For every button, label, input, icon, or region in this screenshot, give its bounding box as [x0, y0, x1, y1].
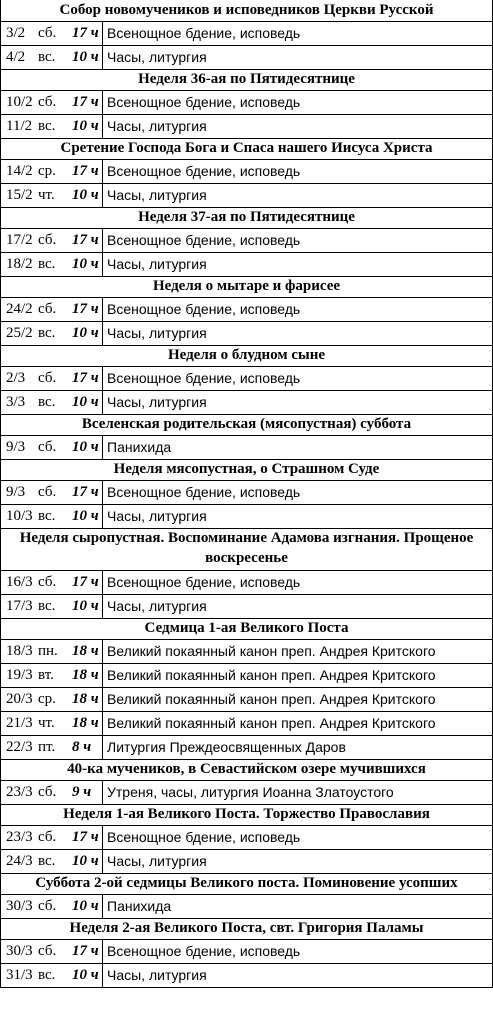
section-title: Неделя о блудном сыне	[167, 347, 326, 363]
date-cell	[6, 480, 99, 504]
weekday: сб.	[38, 369, 57, 386]
section-title: Сретение Господа Бога и Спаса нашего Иисуса Христа	[60, 140, 433, 156]
service-cell: Всенощное бдение, исповедь	[107, 943, 301, 959]
date: 19/3	[6, 666, 33, 683]
date-cell	[6, 321, 99, 345]
date-cell	[6, 366, 99, 390]
time: 17 ч	[72, 573, 99, 590]
divider	[0, 873, 493, 874]
time: 18 ч	[72, 690, 99, 707]
schedule-row	[0, 228, 493, 252]
weekday: ср.	[38, 690, 56, 707]
date: 21/3	[6, 714, 33, 731]
schedule-row	[0, 504, 493, 528]
service-cell: Великий покаянный канон преп. Андрея Критского	[107, 715, 436, 731]
date: 9/3	[6, 438, 26, 455]
column-divider	[102, 939, 103, 987]
service-cell: Часы, литургия	[107, 325, 207, 341]
weekday: вт.	[38, 666, 54, 683]
weekday: вс.	[38, 48, 56, 65]
date: 24/3	[6, 852, 33, 869]
time: 17 ч	[72, 300, 99, 317]
date-cell	[6, 849, 99, 873]
service-cell: Часы, литургия	[107, 49, 207, 65]
table-border	[0, 0, 1, 987]
schedule-row	[0, 390, 493, 414]
time: 10 ч	[72, 852, 99, 869]
weekday: вс.	[38, 852, 56, 869]
date-cell	[6, 825, 99, 849]
service-cell: Часы, литургия	[107, 118, 207, 134]
time: 18 ч	[72, 642, 99, 659]
column-divider	[102, 435, 103, 459]
column-divider	[102, 570, 103, 618]
divider	[0, 276, 493, 277]
section-title: Вселенская родительская (мясопустная) суббота	[81, 416, 412, 432]
date-cell	[6, 435, 99, 459]
service-cell: Утреня, часы, литургия Иоанна Златоустого	[107, 784, 394, 800]
date: 14/2	[6, 162, 33, 179]
weekday: сб.	[38, 24, 57, 41]
schedule-row	[0, 780, 493, 804]
schedule-row	[0, 825, 493, 849]
section-title: Седмица 1-ая Великого Поста	[144, 620, 349, 636]
weekday: сб.	[38, 573, 57, 590]
divider	[0, 459, 493, 460]
date: 9/3	[6, 483, 26, 500]
date-cell	[6, 780, 91, 804]
time: 18 ч	[72, 714, 99, 731]
weekday: сб.	[38, 897, 57, 914]
date: 4/2	[6, 48, 26, 65]
time: 10 ч	[72, 966, 99, 983]
section-title: Неделя сыропустная. Воспоминание Адамова изгнания. Прощеное воскресенье	[19, 530, 474, 566]
service-cell: Часы, литургия	[107, 394, 207, 410]
divider	[0, 804, 493, 805]
date-cell	[6, 252, 99, 276]
date-cell	[6, 594, 99, 618]
weekday: вс.	[38, 324, 56, 341]
weekday: пт.	[38, 738, 56, 755]
date-cell	[6, 21, 99, 45]
service-cell: Панихида	[107, 898, 172, 914]
section-title: Неделя 36-ая по Пятидесятнице	[138, 71, 355, 87]
service-cell: Всенощное бдение, исповедь	[107, 94, 301, 110]
date: 30/3	[6, 942, 33, 959]
weekday: сб.	[38, 93, 57, 110]
schedule-row	[0, 735, 493, 759]
column-divider	[102, 894, 103, 918]
service-cell: Всенощное бдение, исповедь	[107, 370, 301, 386]
time: 9 ч	[72, 783, 92, 800]
schedule-row	[0, 939, 493, 963]
schedule-row	[0, 159, 493, 183]
date-cell	[6, 687, 99, 711]
section-title: Неделя о мытаре и фарисее	[152, 278, 341, 294]
schedule-row	[0, 639, 493, 663]
divider	[0, 138, 493, 139]
date: 2/3	[6, 369, 26, 386]
service-cell: Всенощное бдение, исповедь	[107, 301, 301, 317]
time: 17 ч	[72, 162, 99, 179]
column-divider	[102, 639, 103, 759]
date-cell	[6, 90, 99, 114]
time: 10 ч	[72, 255, 99, 272]
schedule-row	[0, 321, 493, 345]
date-cell	[6, 639, 99, 663]
date-cell	[6, 663, 99, 687]
weekday: сб.	[38, 300, 57, 317]
time: 18 ч	[72, 666, 99, 683]
weekday: сб.	[38, 942, 57, 959]
section-title: Неделя мясопустная, о Страшном Суде	[113, 461, 380, 477]
weekday: вс.	[38, 117, 56, 134]
time: 10 ч	[72, 897, 99, 914]
schedule-row	[0, 480, 493, 504]
schedule-row	[0, 963, 493, 987]
date-cell	[6, 297, 99, 321]
column-divider	[102, 297, 103, 345]
date: 18/2	[6, 255, 33, 272]
section-title: Неделя 1-ая Великого Поста. Торжество Православия	[63, 806, 430, 822]
time: 10 ч	[72, 324, 99, 341]
schedule-row	[0, 711, 493, 735]
service-cell: Всенощное бдение, исповедь	[107, 484, 301, 500]
schedule-row	[0, 114, 493, 138]
date-cell	[6, 711, 99, 735]
service-cell: Часы, литургия	[107, 967, 207, 983]
time: 8 ч	[72, 738, 92, 755]
column-divider	[102, 21, 103, 69]
time: 17 ч	[72, 231, 99, 248]
weekday: сб.	[38, 231, 57, 248]
section-title: Собор новомучеников и исповедников Церкви Русской	[59, 2, 434, 18]
schedule-row	[0, 594, 493, 618]
weekday: ср.	[38, 162, 56, 179]
service-cell: Часы, литургия	[107, 598, 207, 614]
date: 16/3	[6, 573, 33, 590]
date-cell	[6, 570, 99, 594]
time: 17 ч	[72, 828, 99, 845]
divider	[0, 414, 493, 415]
section-title: Неделя 37-ая по Пятидесятнице	[138, 209, 355, 225]
schedule-row	[0, 183, 493, 207]
date: 17/2	[6, 231, 33, 248]
divider	[0, 987, 493, 988]
date: 3/3	[6, 393, 26, 410]
date: 17/3	[6, 597, 33, 614]
weekday: вс.	[38, 597, 56, 614]
column-divider	[102, 780, 103, 804]
time: 10 ч	[72, 186, 99, 203]
divider	[0, 345, 493, 346]
time: 10 ч	[72, 438, 99, 455]
schedule-row	[0, 297, 493, 321]
divider	[0, 528, 493, 529]
date-cell	[6, 735, 91, 759]
date-cell	[6, 159, 99, 183]
date: 11/2	[6, 117, 33, 134]
date-cell	[6, 390, 99, 414]
date-cell	[6, 894, 99, 918]
weekday: вс.	[38, 393, 56, 410]
section-title: 40-ка мучеников, в Севастийском озере мучившихся	[67, 761, 426, 777]
schedule-row	[0, 90, 493, 114]
date-cell	[6, 939, 99, 963]
time: 17 ч	[72, 24, 99, 41]
time: 10 ч	[72, 597, 99, 614]
schedule-row	[0, 21, 493, 45]
divider	[0, 918, 493, 919]
time: 10 ч	[72, 507, 99, 524]
weekday: сб.	[38, 828, 57, 845]
time: 17 ч	[72, 483, 99, 500]
weekday: чт.	[38, 186, 55, 203]
section-title: Суббота 2-ой седмицы Великого поста. Поминовение усопших	[35, 875, 458, 891]
section-title: Неделя 2-ая Великого Поста, свт. Григория Паламы	[69, 920, 424, 936]
schedule-row	[0, 663, 493, 687]
time: 17 ч	[72, 369, 99, 386]
schedule-row	[0, 849, 493, 873]
service-cell: Часы, литургия	[107, 508, 207, 524]
date: 30/3	[6, 897, 33, 914]
weekday: сб.	[38, 438, 57, 455]
date: 20/3	[6, 690, 33, 707]
date: 3/2	[6, 24, 26, 41]
schedule-row	[0, 570, 493, 594]
service-cell: Часы, литургия	[107, 853, 207, 869]
time: 10 ч	[72, 393, 99, 410]
schedule-row	[0, 687, 493, 711]
time: 10 ч	[72, 48, 99, 65]
weekday: сб.	[38, 483, 57, 500]
weekday: вс.	[38, 966, 56, 983]
divider	[0, 207, 493, 208]
date-cell	[6, 114, 99, 138]
column-divider	[102, 228, 103, 276]
date-cell	[6, 45, 99, 69]
schedule-row	[0, 435, 493, 459]
date: 10/2	[6, 93, 33, 110]
schedule-row	[0, 894, 493, 918]
date-cell	[6, 504, 99, 528]
service-cell: Всенощное бдение, исповедь	[107, 232, 301, 248]
date: 18/3	[6, 642, 33, 659]
service-cell: Всенощное бдение, исповедь	[107, 163, 301, 179]
column-divider	[102, 159, 103, 207]
date: 24/2	[6, 300, 33, 317]
weekday: вс.	[38, 255, 56, 272]
service-cell: Великий покаянный канон преп. Андрея Критского	[107, 667, 436, 683]
date-cell	[6, 228, 99, 252]
time: 10 ч	[72, 117, 99, 134]
date: 23/3	[6, 828, 33, 845]
service-cell: Великий покаянный канон преп. Андрея Критского	[107, 691, 436, 707]
date: 31/3	[6, 966, 33, 983]
date: 25/2	[6, 324, 33, 341]
service-cell: Всенощное бдение, исповедь	[107, 829, 301, 845]
service-cell: Панихида	[107, 439, 172, 455]
service-cell: Часы, литургия	[107, 187, 207, 203]
date: 15/2	[6, 186, 33, 203]
column-divider	[102, 825, 103, 873]
service-cell: Часы, литургия	[107, 256, 207, 272]
schedule-row	[0, 252, 493, 276]
divider	[0, 618, 493, 619]
service-cell: Литургия Преждеосвященных Даров	[107, 739, 346, 755]
date: 10/3	[6, 507, 33, 524]
column-divider	[102, 366, 103, 414]
schedule-row	[0, 45, 493, 69]
schedule-row	[0, 366, 493, 390]
date: 23/3	[6, 783, 33, 800]
date-cell	[6, 963, 99, 987]
weekday: сб.	[38, 783, 57, 800]
service-cell: Великий покаянный канон преп. Андрея Критского	[107, 643, 436, 659]
column-divider	[102, 90, 103, 138]
date-cell	[6, 183, 99, 207]
weekday: вс.	[38, 507, 56, 524]
date: 22/3	[6, 738, 33, 755]
weekday: чт.	[38, 714, 55, 731]
weekday: пн.	[38, 642, 58, 659]
time: 17 ч	[72, 942, 99, 959]
service-cell: Всенощное бдение, исповедь	[107, 25, 301, 41]
divider	[0, 69, 493, 70]
time: 17 ч	[72, 93, 99, 110]
service-cell: Всенощное бдение, исповедь	[107, 574, 301, 590]
divider	[0, 759, 493, 760]
column-divider	[102, 480, 103, 528]
